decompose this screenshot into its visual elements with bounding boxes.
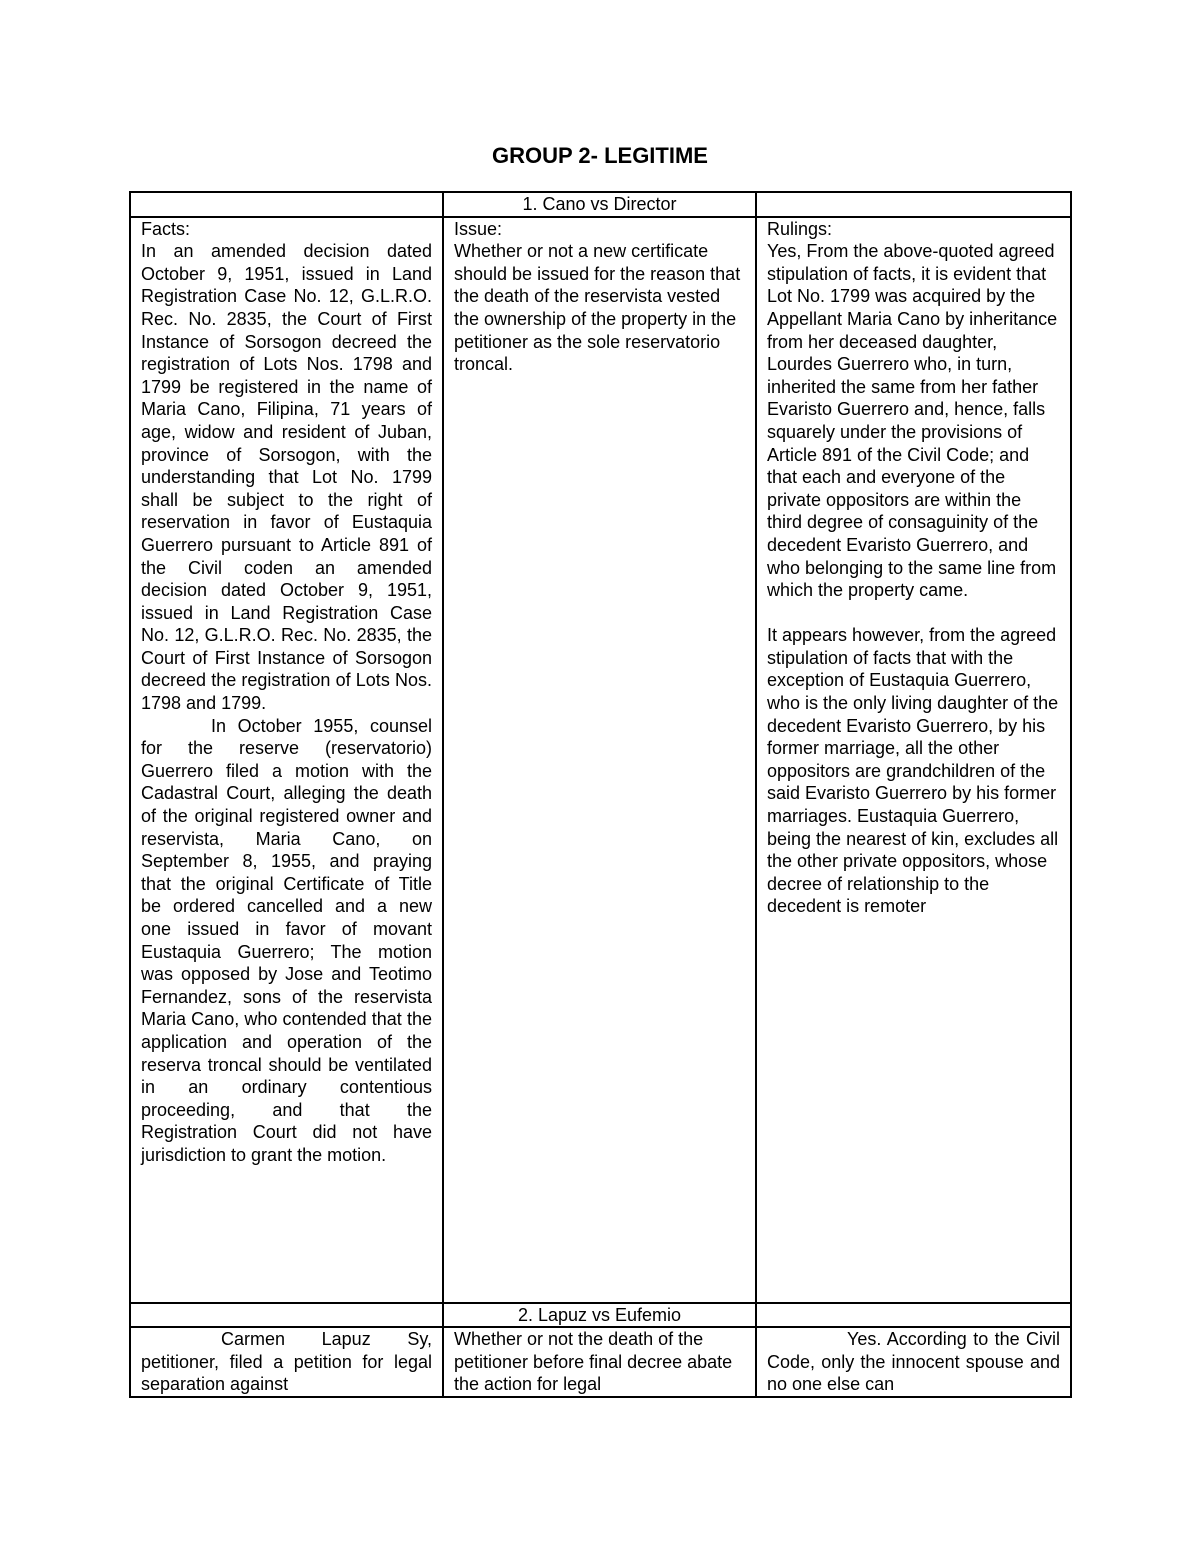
case-header-empty (756, 192, 1071, 217)
rulings-cell (756, 217, 1071, 1303)
case-table (129, 191, 1072, 1398)
issue-cell (443, 1327, 756, 1397)
issue-paragraph: Whether or not a new certificate should be issued for the reason that the death of the reservista vested the ownership of the property in the petitioner as the sole reservatorio troncal. (454, 241, 741, 375)
rulings-paragraph: Yes. According to the Civil Code, only the innocent spouse and no one else can (767, 1329, 1060, 1395)
facts-paragraph: Carmen Lapuz Sy, petitioner, filed a petition for legal separation against (141, 1329, 432, 1395)
facts-paragraph: In an amended decision dated October 9, 1951, issued in Land Registration Case No. 12, G.L.R.O. Rec. No. 2835, the Court of First Instance of Sorsogon decreed the registration of Lots Nos. 1798 and 1799 be registered in the name of Maria Cano, Filipina, 71 years of age, widow and resident of Juban, province of Sorsogon, with the understanding that Lot No. 1799 shall be subject to the right of reservation in favor of Eustaquia Guerrero pursuant to Article 891 of the Civil coden an amended decision dated October 9, 1951, issued in Land Registration Case No. 12, G.L.R.O. Rec. No. 2835, the Court of First Instance of Sorsogon decreed the registration of Lots Nos. 1798 and 1799. (141, 241, 432, 714)
case-header-empty (130, 1303, 443, 1328)
facts-label: Facts: (141, 218, 191, 239)
rulings-label: Rulings: (767, 218, 833, 239)
paragraph-gap (767, 602, 1060, 625)
facts-cell (130, 1327, 443, 1397)
case-body-row (130, 1327, 1071, 1397)
issue-label: Issue: (454, 218, 503, 239)
issue-paragraph: Whether or not the death of the petitioner before final decree abate the action for legal (454, 1329, 733, 1395)
rulings-paragraph: It appears however, from the agreed stipulation of facts that with the exception of Eustaquia Guerrero, who is the only living daughter of the decedent Evaristo Guerrero, by his former marriage, all the other oppositors are grandchildren of the said Evaristo Guerrero by his former marriages. Eustaquia Guerrero, being the nearest of kin, excludes all the other private oppositors, whose decree of relationship to the decedent is remoter (767, 625, 1059, 917)
facts-paragraph: In October 1955, counsel for the reserve (reservatorio) Guerrero filed a motion with the Cadastral Court, alleging the death of the original registered owner and reservista, Maria Cano, on September 8, 1955, and praying that the original Certificate of Title be ordered cancelled and a new one issued in favor of movant Eustaquia Guerrero; The motion was opposed by Jose and Teotimo Fernandez, sons of the reservista Maria Cano, who contended that the application and operation of the reserva troncal should be ventilated in an ordinary contentious proceeding, and that the Registration Court did not have jurisdiction to grant the motion. (141, 715, 432, 1165)
case-heading: 1. Cano vs Director (443, 192, 756, 217)
issue-cell (443, 217, 756, 1303)
page-title: GROUP 2- LEGITIME (492, 143, 708, 168)
facts-cell (130, 217, 443, 1303)
case-body-row (130, 217, 1071, 1303)
case-header-row (130, 192, 1071, 217)
case-header-row (130, 1303, 1071, 1328)
case-heading: 2. Lapuz vs Eufemio (443, 1303, 756, 1328)
case-header-empty (130, 192, 443, 217)
rulings-cell (756, 1327, 1071, 1397)
case-header-empty (756, 1303, 1071, 1328)
rulings-paragraph: Yes, From the above-quoted agreed stipulation of facts, it is evident that Lot No. 1799 was acquired by the Appellant Maria Cano by inheritance from her deceased daughter, Lourdes Guerrero who, in turn, inherited the same from her father Evaristo Guerrero and, hence, falls squarely under the provisions of Article 891 of the Civil Code; and that each and everyone of the private oppositors are within the third degree of consaguinity of the decedent Evaristo Guerrero, and who belonging to the same line from which the property came. (767, 241, 1058, 601)
